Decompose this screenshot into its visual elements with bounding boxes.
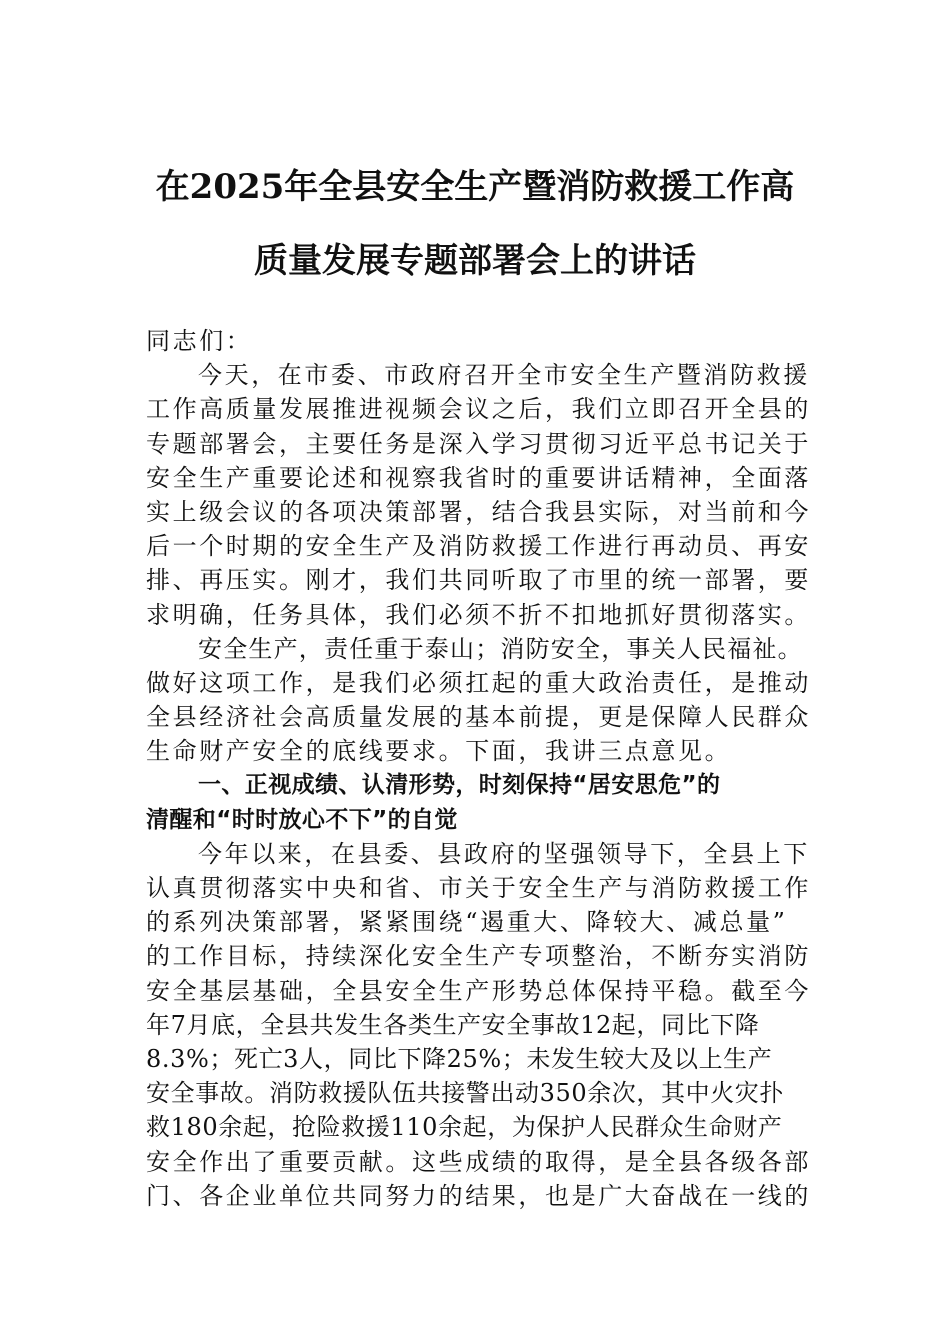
text-line: 救180余起，抢险救援110余起，为保护人民群众生命财产: [146, 1113, 783, 1142]
title-line: 在2025年全县安全生产暨消防救援工作高: [155, 167, 795, 207]
text-line: 工作高质量发展推进视频会议之后，我们立即召开全县的: [146, 395, 811, 424]
document-title: [120, 150, 830, 298]
heading-line: 一、正视成绩、认清形势，时刻保持“居安思危”的: [198, 772, 721, 799]
text-line: 排、再压实。刚才，我们共同听取了市里的统一部署，要: [146, 566, 811, 595]
text-line: 的工作目标，持续深化安全生产专项整治，不断夯实消防: [146, 942, 811, 971]
document-body: [146, 324, 811, 1213]
section-heading-1: [146, 768, 806, 836]
text-line: 生命财产安全的底线要求。下面，我讲三点意见。: [146, 737, 732, 766]
paragraph-3: [146, 837, 811, 1213]
text-line: 8.3%；死亡3人，同比下降25%；未发生较大及以上生产: [146, 1044, 773, 1073]
text-line: 做好这项工作，是我们必须扛起的重大政治责任，是推动: [146, 668, 811, 697]
heading-line: 清醒和“时时放心不下”的自觉: [146, 806, 458, 833]
text-line: 安全基层基础，全县安全生产形势总体保持平稳。截至今: [146, 976, 811, 1005]
text-line: 认真贯彻落实中央和省、市关于安全生产与消防救援工作: [146, 874, 811, 902]
text-line: 今天，在市委、市政府召开全市安全生产暨消防救援: [198, 361, 810, 390]
text-line: 全县经济社会高质量发展的基本前提，更是保障人民群众: [146, 703, 811, 732]
text-line: 专题部署会，主要任务是深入学习贯彻习近平总书记关于: [146, 429, 811, 458]
text-line: 门、各企业单位共同努力的结果，也是广大奋战在一线的: [146, 1181, 811, 1210]
text-line: 今年以来，在县委、县政府的坚强领导下，全县上下: [198, 839, 810, 868]
text-line: 年7月底，全县共发生各类生产安全事故12起，同比下降: [146, 1010, 760, 1039]
text-line: 实上级会议的各项决策部署，结合我县实际，对当前和今: [146, 497, 811, 526]
title-line: 质量发展专题部署会上的讲话: [254, 241, 696, 281]
paragraph-1: [146, 358, 811, 632]
text-line: 的系列决策部署，紧紧围绕“遏重大、降较大、减总量”: [146, 908, 788, 937]
text-line: 安全生产，责任重于泰山；消防安全，事关人民福祉。: [198, 634, 803, 663]
text-line: 安全生产重要论述和视察我省时的重要讲话精神，全面落: [146, 463, 811, 492]
text-line: 后一个时期的安全生产及消防救援工作进行再动员、再安: [146, 532, 811, 561]
paragraph-2: [146, 632, 811, 769]
text-line: 求明确，任务具体，我们必须不折不扣地抓好贯彻落实。: [146, 600, 811, 629]
text-line: 安全事故。消防救援队伍共接警出动350余次，其中火灾扑: [146, 1079, 785, 1108]
salutation: 同志们：: [146, 327, 253, 355]
text-line: 安全作出了重要贡献。这些成绩的取得，是全县各级各部: [146, 1147, 811, 1176]
